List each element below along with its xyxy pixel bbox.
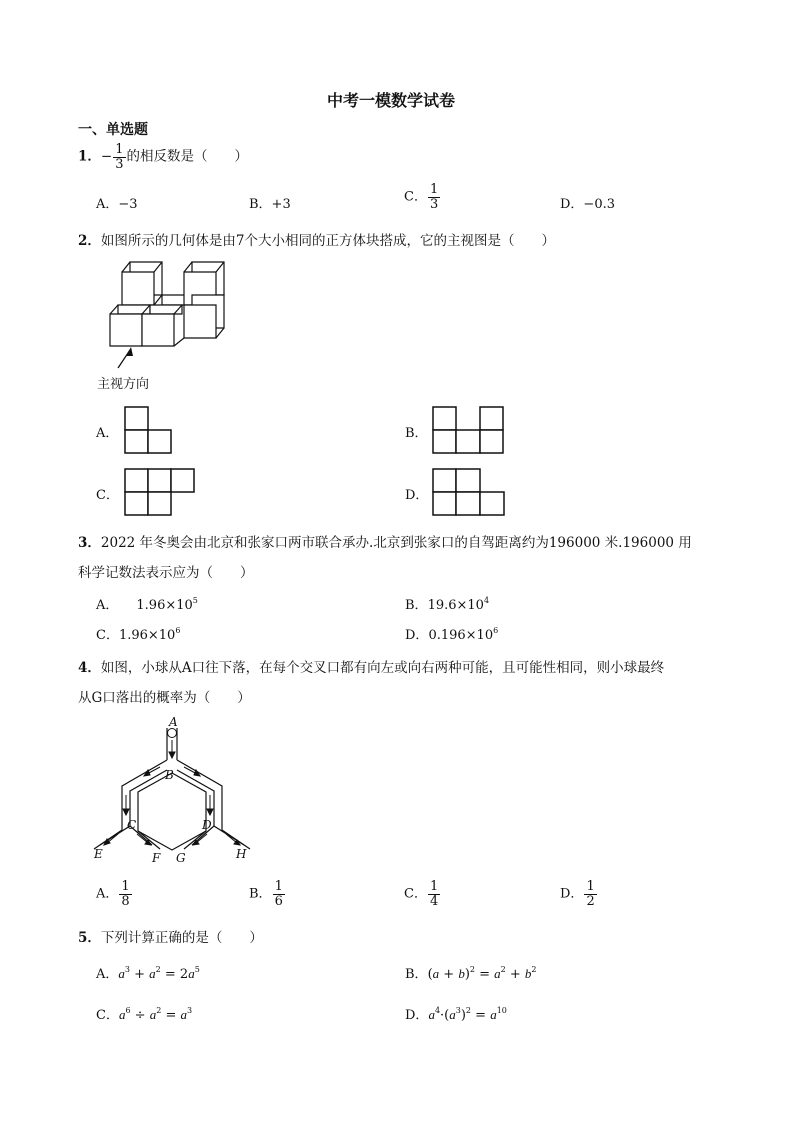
numerator: 1 — [121, 879, 130, 894]
ball-icon — [168, 729, 177, 738]
label-a: A — [169, 715, 178, 729]
numerator: 1 — [115, 142, 124, 157]
minus-sign: − — [100, 148, 113, 165]
option-value: 1.96×10 — [118, 628, 176, 643]
option-label: C． — [404, 886, 427, 902]
denominator: 3 — [429, 196, 439, 212]
exponent: 6 — [175, 626, 181, 635]
formula: $a^3 + a^2 = 2a^5$ — [118, 965, 200, 982]
q4-option-c[interactable] — [404, 880, 441, 908]
denominator: 8 — [121, 893, 130, 909]
question-text: 如图，小球从A口往下落，在每个交叉口都有向左或向右两种可能，且可能性相同，则小球最终 — [100, 660, 665, 676]
fraction — [584, 880, 596, 908]
label-f: F — [152, 851, 161, 865]
label-e: E — [94, 847, 103, 861]
q2-b-cell — [433, 407, 456, 430]
numerator: 1 — [429, 879, 439, 894]
formula: $a^4\cdot(a^3)^2 = a^{10}$ — [428, 1006, 507, 1023]
label-h: H — [236, 847, 247, 861]
option-label: B． — [405, 598, 428, 613]
q2-c-cell — [125, 469, 148, 492]
q3-option-b[interactable] — [405, 594, 489, 613]
fraction — [119, 880, 131, 908]
question-text: 下列计算正确的是（ ） — [100, 930, 263, 946]
numerator: 1 — [586, 879, 595, 894]
fraction — [273, 880, 285, 908]
denominator: 4 — [429, 893, 439, 909]
denominator: 6 — [274, 893, 283, 909]
question-text: 如图所示的几何体是由7个大小相同的正方体块搭成，它的主视图是（ ） — [100, 233, 555, 249]
q3-option-a[interactable] — [96, 594, 198, 613]
q5-option-a[interactable] — [96, 963, 200, 982]
q2-option-a[interactable]: A． — [96, 426, 119, 441]
option-label: A． — [96, 886, 119, 902]
q4-option-a[interactable] — [96, 880, 133, 908]
question-3-line2: 科学记数法表示应为（ ） — [78, 565, 254, 581]
q3-option-d[interactable] — [405, 624, 498, 643]
label-c: C — [127, 818, 137, 832]
question-4-line2: 从G口落出的概率为（ ） — [78, 690, 251, 706]
label-g: G — [176, 851, 186, 865]
question-4-line1 — [78, 656, 664, 676]
question-5 — [78, 926, 263, 946]
question-number: 3． — [78, 535, 101, 551]
cube-face — [122, 272, 154, 305]
question-number: 2． — [78, 233, 101, 249]
q2-option-d[interactable]: D． — [405, 488, 429, 503]
option-label: B． — [249, 886, 272, 902]
q2-a-cell — [125, 407, 148, 430]
q5-option-b[interactable] — [405, 963, 537, 982]
question-text: 的相反数是（ ） — [126, 148, 248, 165]
q2-option-c[interactable]: C． — [96, 488, 119, 503]
exponent: 5 — [192, 596, 198, 605]
option-label: A． — [96, 967, 119, 982]
option-value: 1.96×10 — [136, 598, 193, 613]
question-number: 5． — [78, 930, 101, 946]
denominator: 3 — [115, 156, 124, 172]
question-number: 4． — [78, 660, 101, 676]
q1-option-d[interactable]: D．−0.3 — [560, 197, 615, 212]
q4-option-d[interactable] — [560, 880, 598, 908]
option-label: D． — [560, 886, 584, 902]
q2-option-b[interactable]: B． — [405, 426, 428, 441]
option-label: C． — [404, 189, 427, 205]
denominator: 2 — [586, 893, 595, 909]
q3-option-c[interactable] — [96, 624, 180, 643]
option-value: 0.196×10 — [428, 628, 494, 643]
q5-option-d[interactable] — [405, 1004, 507, 1023]
numerator: 1 — [429, 182, 439, 197]
numerator: 1 — [274, 879, 283, 894]
q4-option-b[interactable] — [249, 880, 286, 908]
section-heading: 一、单选题 — [78, 122, 148, 138]
option-label: D． — [405, 628, 429, 643]
option-label: B． — [405, 967, 428, 982]
option-value: 19.6×10 — [427, 598, 484, 613]
formula: $(a + b)^2 = a^2 + b^2$ — [427, 965, 537, 982]
q1-option-b[interactable]: B．+3 — [249, 197, 291, 212]
label-b: B — [165, 768, 174, 782]
q1-option-a[interactable]: A．−3 — [96, 197, 138, 212]
label-d: D — [202, 818, 212, 832]
question-number: 1． — [78, 148, 101, 165]
option-label: D． — [405, 1008, 429, 1023]
q2-d-cell — [433, 469, 456, 492]
option-label: C． — [96, 628, 119, 643]
option-label: A． — [96, 598, 119, 613]
q5-option-c[interactable] — [96, 1004, 192, 1023]
exponent: 6 — [493, 626, 499, 635]
question-text: 2022 年冬奥会由北京和张家口两市联合承办.北京到张家口的自驾距离约为196000 米.196000 用 — [100, 535, 692, 551]
page-title: 中考一模数学试卷 — [327, 91, 456, 110]
fraction — [428, 880, 440, 908]
exponent: 4 — [483, 596, 490, 605]
option-label: C． — [96, 1008, 119, 1023]
formula: $a^6 \div a^2 = a^3$ — [118, 1006, 193, 1023]
question-3-line1 — [78, 531, 692, 551]
direction-label: 主视方向 — [97, 377, 150, 392]
